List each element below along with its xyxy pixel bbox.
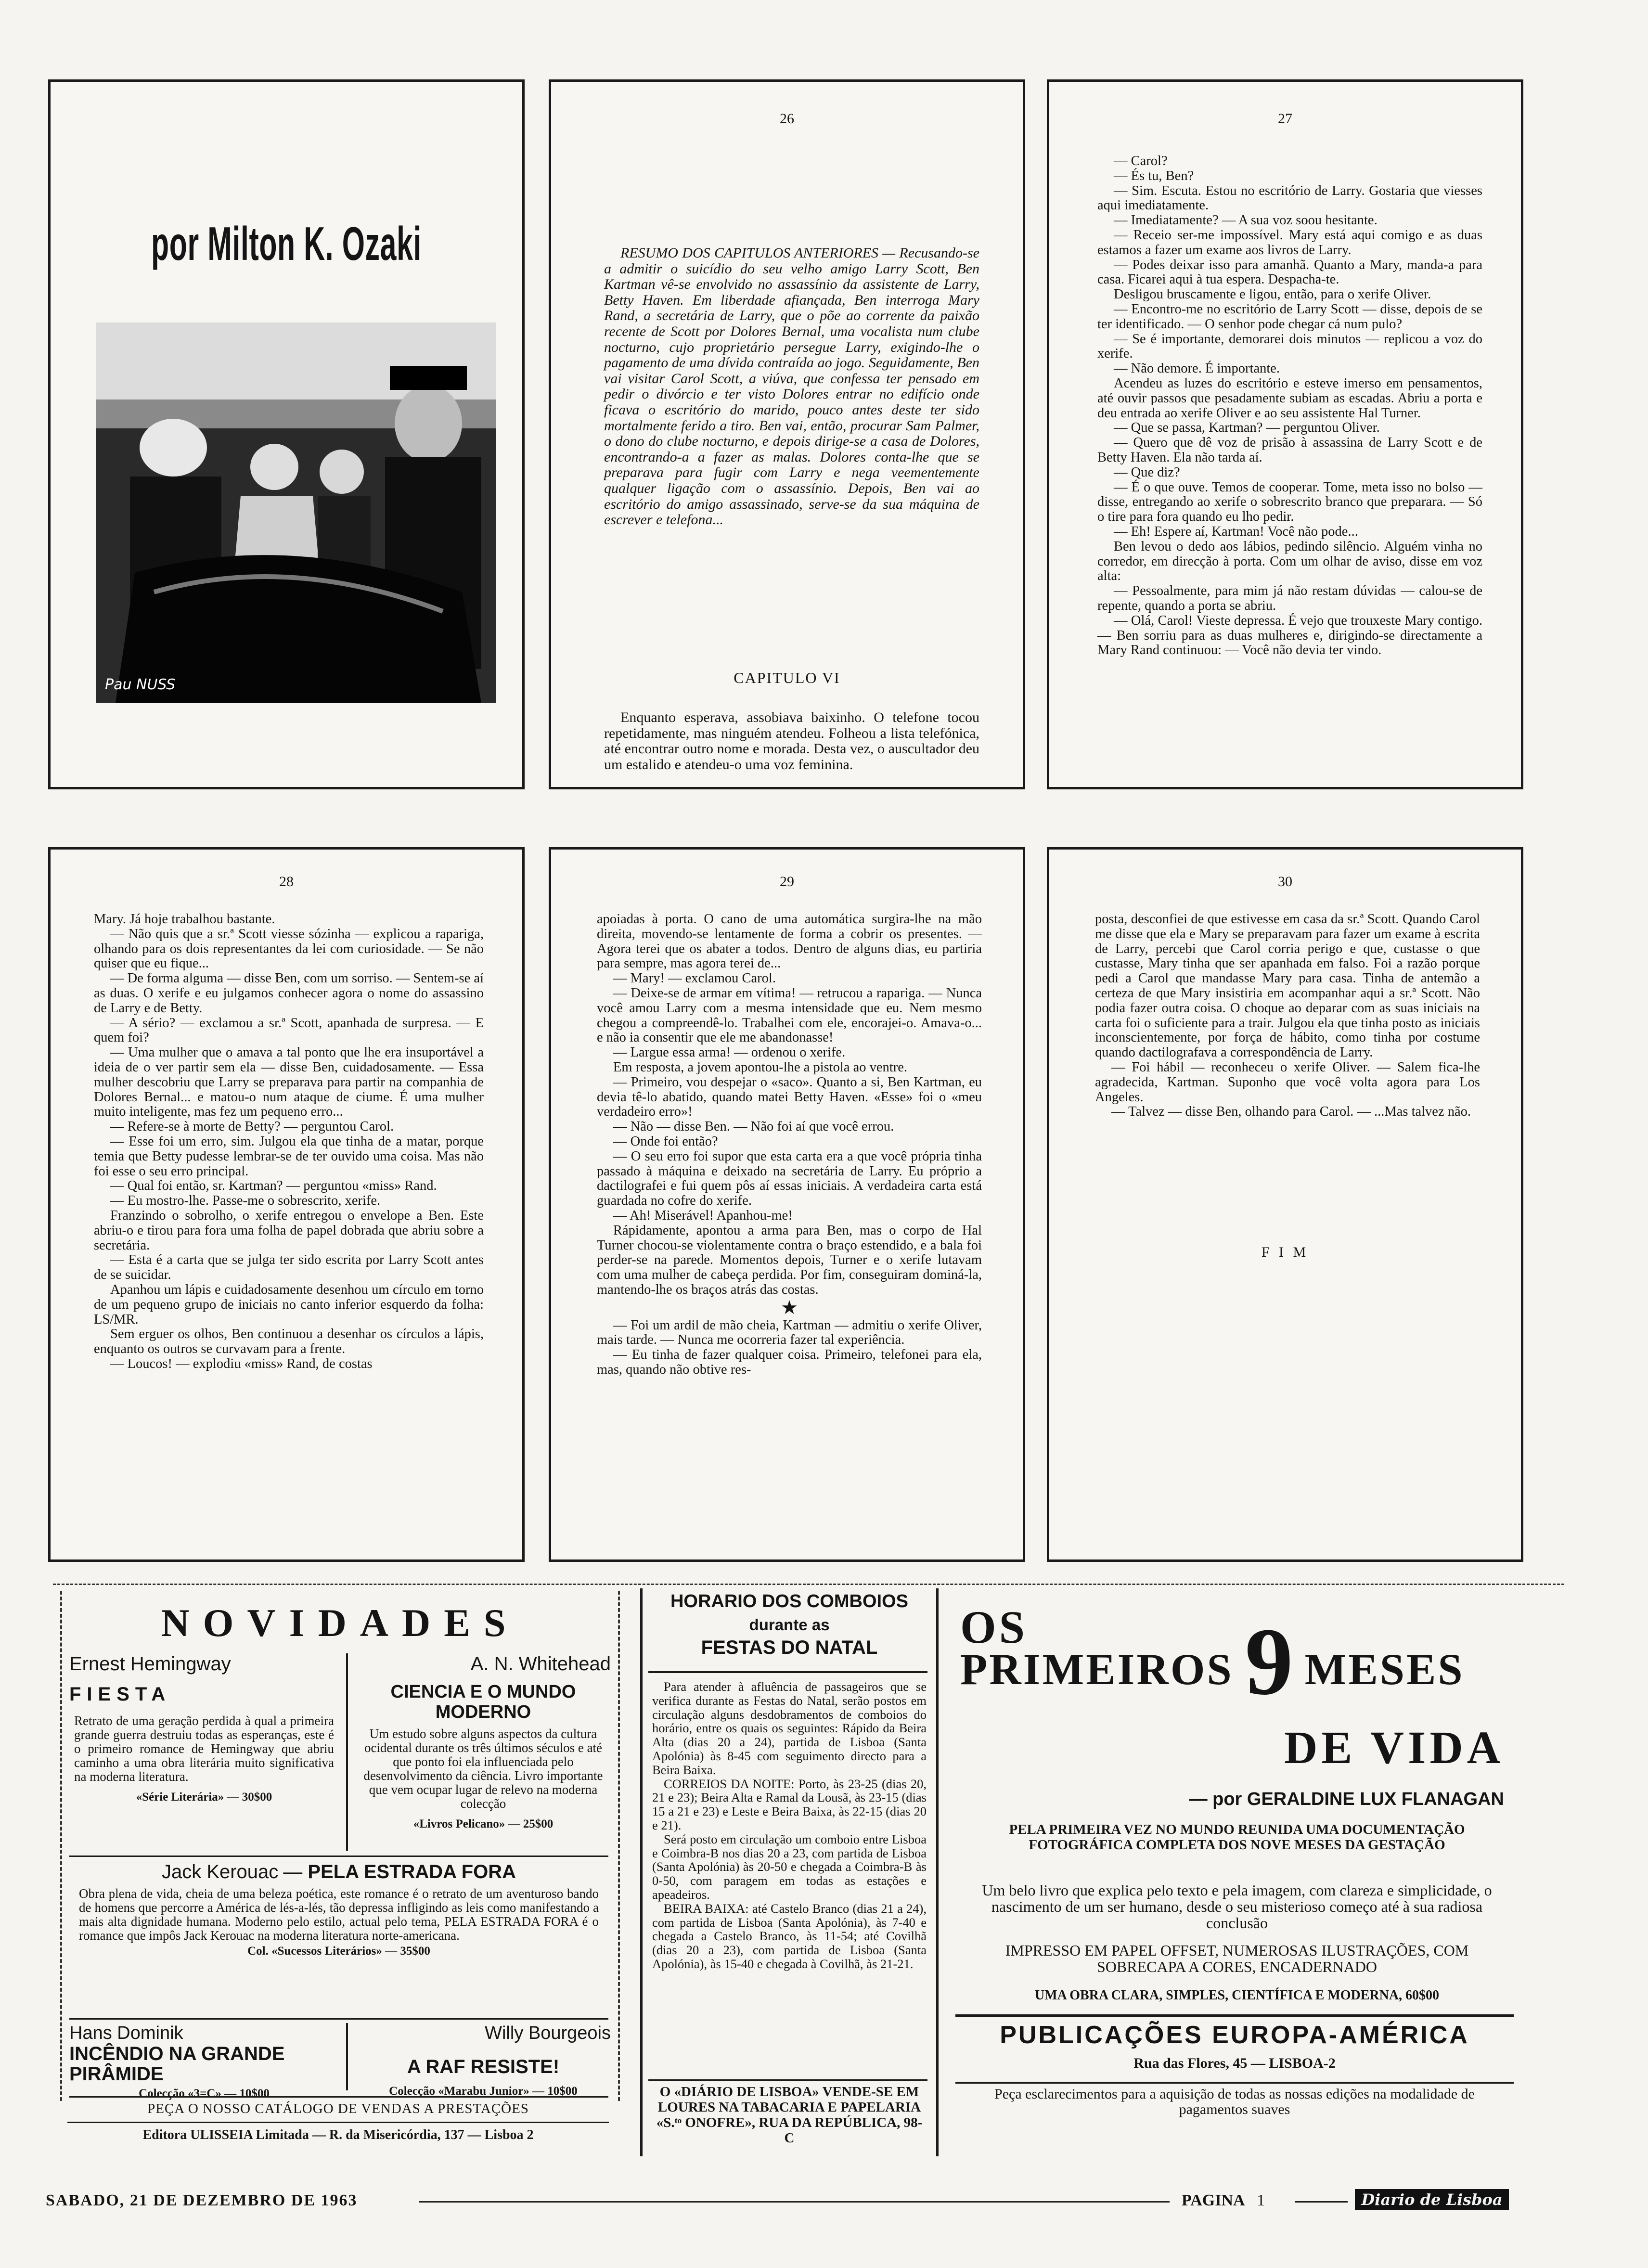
primeiros-byline: — por GERALDINE LUX FLANAGAN <box>1189 1789 1504 1809</box>
book-description: Um estudo sobre alguns aspectos da cultura ocidental durante os três últimos séculos e até que ponto foi ela influenciada pelo desenvolvimento da ciência. Livro importante que vem ocupar lugar de relevo na moderna colecção <box>363 1727 603 1811</box>
story-text <box>1095 912 1480 1120</box>
chapter-opening <box>604 710 979 773</box>
section-rule <box>69 2018 608 2020</box>
book-title: A RAF RESISTE! <box>407 2056 560 2077</box>
book-author: Jack Kerouac <box>161 1861 279 1882</box>
primeiros-price: UMA OBRA CLARA, SIMPLES, CIENTÍFICA E MODERNA, 60$00 <box>1034 1988 1440 2003</box>
story-page-28 <box>48 847 525 1562</box>
cover-illustration <box>96 322 496 703</box>
footer-pagina <box>1182 2191 1265 2210</box>
paragraph: — Quero que dê voz de prisão à assassina de Larry Scott e de Betty Haven. Ela não tarda aí. <box>1097 435 1482 465</box>
paragraph: Franzindo o sobrolho, o xerife entregou o envelope a Ben. Este abriu-o e tirou para fora uma folha de papel dobrada que abriu sobre a secretária. <box>94 1208 484 1253</box>
comboios-ad <box>640 1588 939 2156</box>
paragraph: — Refere-se à morte de Betty? — perguntou Carol. <box>110 1119 394 1134</box>
book-whitehead <box>356 1653 611 1851</box>
book-author: Willy Bourgeois <box>485 2023 611 2043</box>
art-signature: Pau NUSS <box>105 676 176 693</box>
primeiros-desc: Um belo livro que explica pelo texto e pela imagem, com clareza e simplicidade, o nascimento de um ser humano, desde o seu misterioso começo até à sua radiosa conclusão <box>982 1881 1492 1932</box>
primeiros-de-vida: DE VIDA <box>1284 1722 1504 1773</box>
story-page-29 <box>549 847 1025 1562</box>
diario-notice: O «DIÁRIO DE LISBOA» VENDE-SE EM LOURES NA TABACARIA E PAPELARIA «S.ᵗᵒ ONOFRE», RUA DA REPÚBLICA, 98-C <box>656 2084 923 2146</box>
section-rule <box>69 1856 608 1857</box>
primeiros-os: OS <box>960 1601 1028 1653</box>
book-author: Hans Dominik <box>69 2023 183 2043</box>
paragraph: Sem erguer os olhos, Ben continuou a desenhar os círculos a lápis, enquanto os outros se curvavam para a frente. <box>94 1327 484 1357</box>
paragraph: — Olá, Carol! Vieste depressa. É vejo que trouxeste Mary contigo. — Ben sorriu para as duas mulheres e, dirigindo-se directamente a Mary Rand continuou: — Você não devia ter vindo. <box>1097 613 1482 658</box>
heading-dash: — <box>283 1861 308 1882</box>
cover-panel <box>48 79 525 789</box>
paragraph: — Que se passa, Kartman? — perguntou Oliver. <box>1114 420 1380 436</box>
paragraph: — Esse foi um erro, sim. Julgou ela que tinha de a matar, porque temia que Betty pudesse lembrar-se de ter ouvido uma coisa. Mas não foi esse o seu erro principal. <box>94 1134 484 1179</box>
paragraph: — É o que ouve. Temos de cooperar. Tome, meta isso no bolso — disse, entregando ao xerife o sobrescrito branco que preparara. — Só o tire para fora quando eu lho pedir. <box>1097 479 1482 525</box>
paragraph: — Foi hábil — reconheceu o xerife Oliver. — Salem fica-lhe agradecida, Kartman. Suponho que você volta agora para Los Angeles. <box>1095 1059 1480 1105</box>
paragraph: — O seu erro foi supor que esta carta era a que você própria tinha passado à máquina e deixado na secretária de Larry. Eu próprio a dactilografei e fui quem pôs aí essas iniciais. A verdadeira carta está guardada no cofre do xerife. <box>597 1148 982 1209</box>
paragraph: — Se é importante, demorarei dois minutos — replicou a voz do xerife. <box>1097 331 1482 361</box>
primeiros-footer: Peça esclarecimentos para a aquisição de todas as nossas edições na modalidade de pagamentos suaves <box>994 2086 1475 2117</box>
chapter-summary <box>604 245 979 528</box>
ads-top-rule <box>53 1584 1564 1585</box>
section-star: ★ <box>781 1296 798 1318</box>
paragraph: — Não quis que a sr.ª Scott viesse sózinha — explicou a rapariga, olhando para os dois representantes da lei com curiosidade. — Se não quiser que eu fique... <box>94 926 484 971</box>
book-title: CIENCIA E O MUNDO MODERNO <box>390 1682 576 1722</box>
primeiros-meses: MESES <box>1304 1645 1465 1694</box>
primeiros-nine: 9 <box>1245 1609 1293 1715</box>
page-number: 28 <box>279 874 294 889</box>
primeiros-ad <box>955 1591 1519 2117</box>
section-rule <box>69 2096 608 2098</box>
story-text <box>597 912 982 1378</box>
section-rule <box>648 1671 927 1673</box>
primeiros-address: Rua das Flores, 45 — LISBOA-2 <box>1133 2055 1336 2071</box>
book-kerouac <box>69 1860 608 1958</box>
story-text <box>1097 154 1482 658</box>
footer-masthead: Diario de Lisboa <box>1355 2189 1509 2210</box>
book-title: FIESTA <box>69 1684 171 1705</box>
paragraph: — Imediatamente? — A sua voz soou hesitante. <box>1114 213 1378 228</box>
paragraph: — Ah! Miserável! Apanhou-me! <box>613 1208 793 1223</box>
paragraph: Acendeu as luzes do escritório e esteve imerso em pensamentos, até ouvir passos que pesadamente subiam as escadas. Abriu a porta e deu entrada ao xerife Oliver e ao seu assistente Hal Turner. <box>1097 375 1482 421</box>
chapter-heading: CAPITULO VI <box>734 669 840 686</box>
pagina-label: PAGINA <box>1182 2191 1244 2209</box>
summary-text: RESUMO DOS CAPITULOS ANTERIORES — Recusando-se a admitir o suicídio do seu velho amigo Larry Scott, Ben Kartman vê-se envolvido no assassínio da assistente de Larry, Betty Haven. Em liberdade afiançada, Ben interroga Mary Rand, a secretária de Larry, que o põe ao corrente da paixão recente de Scott por Dolores Bernal, uma vocalista num clube nocturno, cujo proprietário persegue Larry, exigindo-lhe o pagamento de uma dívida contraída ao jogo. Seguidamente, Ben vai visitar Carol Scott, a viúva, que confessa ter pensado em pedir o divórcio e ter visto Dolores entrar no edifício onde ficava o escritório do marido, pouco antes deste ter sido mortalmente ferido a tiro. Ben vai, então, procurar Sam Palmer, o dono do clube nocturno, e depois dirige-se a casa de Dolores, encontrando-a a fazer as malas. Dolores conta-lhe que se preparava para fugir com Larry e nega veementemente qualquer ligação com o assassínio. Depois, Ben vai ao escritório do amigo assassinado, serve-se da sua máquina de escrever e telefona... <box>604 245 979 528</box>
paragraph: — Receio ser-me impossível. Mary está aqui comigo e as duas estamos a fazer um exame aos livros de Larry. <box>1097 227 1482 258</box>
novidades-publisher: Editora ULISSEIA Limitada — R. da Misericórdia, 137 — Lisboa 2 <box>142 2127 534 2142</box>
paragraph: — Pessoalmente, para mim já não restam dúvidas — calou-se de repente, quando a porta se abriu. <box>1097 583 1482 613</box>
paragraph: — Largue essa arma! — ordenou o xerife. <box>613 1045 846 1060</box>
book-price: «Livros Pelicano» — 25$00 <box>413 1817 554 1830</box>
comboios-subtitle: durante as <box>749 1616 830 1634</box>
paragraph: — Talvez — disse Ben, olhando para Carol. — ...Mas talvez não. <box>1111 1104 1471 1120</box>
paragraph: — A sério? — exclamou a sr.ª Scott, apanhada de surpresa. — E quem foi? <box>94 1015 484 1045</box>
cover-author: por Milton K. Ozaki <box>151 217 422 270</box>
paragraph: Desligou bruscamente e ligou, então, para o xerife Oliver. <box>1114 287 1431 302</box>
section-rule <box>648 2079 927 2081</box>
book-description: Retrato de uma geração perdida à qual a primeira grande guerra destruiu todas as esperanças, este é o primeiro romance de Hemingway que abriu caminho a uma obra literária muito significativa na moderna literatura. <box>74 1714 334 1784</box>
paragraph: — Uma mulher que o amava a tal ponto que lhe era insuportável a ideia de o ver partir sem ela — disse Ben, cuidadosamente. — Essa mulher descobriu que Larry se preparava para partir na companhia de Dolores Bernal... e matou-o num ataque de ciume. É uma mulher muito inteligente, mas fez um pequeno erro... <box>94 1045 484 1120</box>
page-number: 26 <box>780 111 794 127</box>
book-price: Colecção «Marabu Junior» — 10$00 <box>389 2085 578 2098</box>
page-number: 30 <box>1278 874 1292 889</box>
story-page-27 <box>1047 79 1523 789</box>
book-title: INCÊNDIO NA GRANDE PIRÂMIDE <box>69 2043 285 2085</box>
primeiros-print: IMPRESSO EM PAPEL OFFSET, NUMEROSAS ILUSTRAÇÕES, COM SOBRECAPA A CORES, ENCADERNADO <box>1005 1942 1469 1975</box>
paragraph: — Eu tinha de fazer qualquer coisa. Primeiro, telefonei para ela, mas, quando não obtive res- <box>597 1347 982 1377</box>
opening-text: Enquanto esperava, assobiava baixinho. O telefone tocou repetidamente, mas ninguém atendeu. Folheou a lista telefónica, até encontrar outro nome e morada. Desta vez, o auscultador deu um estalido e atendeu-o uma voz feminina. <box>604 709 979 773</box>
book-description: Obra plena de vida, cheia de uma beleza poética, este romance é o retrato de um aventuroso bando de homens que percorre a América de lés-a-lés, tão depressa infligindo as leis como manifestando a mais alta dignidade humana. Moderno pelo estilo, actual pelo tema, PELA ESTRADA FORA é o romance que impôs Jack Kerouac na moderna literatura norte-americana. <box>79 1886 599 1943</box>
comboios-paragraph: CORREIOS DA NOITE: Porto, às 23-25 (dias 20, 21 e 23); Beira Alta e Ramal da Lousã, às 23-15 (dias 15 a 21 e 23) e Leste e Beira Baixa, às 22-15 (dias 20 e 21). <box>652 1776 927 1832</box>
paragraph: — Eh! Espere aí, Kartman! Você não pode... <box>1114 524 1358 539</box>
primeiros-headline: PELA PRIMEIRA VEZ NO MUNDO REUNIDA UMA DOCUMENTAÇÃO FOTOGRÁFICA COMPLETA DOS NOVE MESES DA GESTAÇÃO <box>1009 1822 1465 1853</box>
paragraph: — Encontro-me no escritório de Larry Scott — disse, depois de se ter identificado. — O senhor pode chegar cá num pulo? <box>1097 301 1482 332</box>
paragraph: Ben levou o dedo aos lábios, pedindo silêncio. Alguém vinha no corredor, em direcção à porta. Com um olhar de aviso, disse em voz alta: <box>1097 539 1482 584</box>
comboios-title: HORARIO DOS COMBOIOS <box>670 1591 909 1611</box>
paragraph: Rápidamente, apontou a arma para Ben, mas o corpo de Hal Turner chocou-se violentamente contra o braço estendido, e a bala foi perder-se na parede. Momentos depois, Turner e o xerife lutavam com uma mulher de cabeça perdida. Por fim, conseguiram dominá-la, mantendo-lhe os braços atrás das costas. <box>597 1223 982 1297</box>
paragraph: Mary. Já hoje trabalhou bastante. <box>94 912 275 927</box>
story-page-30 <box>1047 847 1523 1562</box>
book-heading <box>69 1860 608 1883</box>
footer-rule <box>419 2201 1170 2203</box>
section-rule <box>955 2082 1514 2084</box>
novidades-title: NOVIDADES <box>161 1601 519 1645</box>
paragraph: — És tu, Ben? <box>1114 168 1194 183</box>
paragraph: — Sim. Escuta. Estou no escritório de Larry. Gostaria que viesses aqui imediatamente. <box>1097 183 1482 213</box>
book-divider <box>346 1653 348 1851</box>
section-rule <box>67 2122 609 2123</box>
book-divider <box>346 2023 348 2090</box>
page-number: 29 <box>780 874 794 889</box>
book-price: Col. «Sucessos Literários» — 35$00 <box>247 1945 430 1958</box>
primeiros-publisher: PUBLICAÇÕES EUROPA-AMÉRICA <box>1000 2021 1469 2049</box>
footer-rule-2 <box>1295 2201 1348 2203</box>
comboios-paragraph: BEIRA BAIXA: até Castelo Branco (dias 21 a 24), com partida de Lisboa (Santa Apolónia), às 7-40 e chegada a Castelo Branco, às 11-54; até Covilhã (dias 20 a 23), com partida de Lisboa (Santa Apolónia), às 15-40 e chegada à Covilhã, às 21-21. <box>652 1901 927 1971</box>
book-author: A. N. Whitehead <box>470 1653 611 1675</box>
book-price: «Série Literária» — 30$00 <box>136 1791 272 1804</box>
paragraph: apoiadas à porta. O cano de uma automática surgira-lhe na mão direita, movendo-se lentamente de forma a cobrir os presentes. — Agora terei que os abater a todos. Dentro de alguns dias, eu partiria para sempre, mas agora terei de... <box>597 912 982 971</box>
section-rule <box>955 2014 1514 2017</box>
paragraph: — Eu mostro-lhe. Passe-me o sobrescrito, xerife. <box>110 1193 381 1209</box>
footer-date: SABADO, 21 DE DEZEMBRO DE 1963 <box>46 2191 358 2209</box>
paragraph: — Mary! — exclamou Carol. <box>613 971 776 986</box>
primeiros-title-line <box>960 1609 1514 1715</box>
story-end: F I M <box>1261 1244 1309 1260</box>
paragraph: — Não — disse Ben. — Não foi aí que você errou. <box>613 1119 894 1134</box>
paragraph: posta, desconfiei de que estivesse em casa da sr.ª Scott. Quando Carol me disse que ela e Mary se preparavam para fazer um exame à escrita de Larry, percebi que Carol corria perigo e que, custasse o que custasse, Mary tinha que ser apanhada em falso. Foi a razão porque pedi a Carol que mandasse Mary para casa. Tinha de antemão a certeza de que Mary insistiria em acompanhar aqui a sr.ª Scott. Não podia fazer outra coisa. O choque ao deparar com as suas iniciais na carta foi o suficiente para a trair. Julgou ela que tinha posto as iniciais inconscientemente, por força de hábito, como tinha por costume quando dactilografava a correspondência de Larry. <box>1095 912 1480 1060</box>
story-text <box>94 912 484 1372</box>
paragraph: — De forma alguma — disse Ben, com um sorriso. — Sentem-se aí as duas. O xerife e eu julgamos conhecer agora o nome do assassino de Larry e de Betty. <box>94 971 484 1016</box>
comboios-festas: FESTAS DO NATAL <box>701 1637 878 1658</box>
paragraph: — Deixe-se de armar em vítima! — retrucou a rapariga. — Nunca você amou Larry com a mesma intensidade que eu. Nem mesmo chegou a compreendê-lo. Trabalhei com ele, encorajei-o. Amava-o... e não ia consentir que ele me abandonasse! <box>597 985 982 1045</box>
paragraph: — Não demore. É importante. <box>1114 361 1280 376</box>
book-author: Ernest Hemingway <box>69 1653 231 1675</box>
primeiros-word: PRIMEIROS <box>960 1645 1234 1694</box>
page-number: 27 <box>1278 111 1292 127</box>
paragraph: — Carol? <box>1114 154 1168 168</box>
book-title: PELA ESTRADA FORA <box>308 1861 516 1882</box>
paragraph: Em resposta, a jovem apontou-lhe a pistola ao ventre. <box>613 1059 907 1075</box>
comboios-paragraph: Para atender à afluência de passageiros que se verifica durante as Festas do Natal, serão postos em circulação alguns desdobramentos de comboios do horário, entre os quais os seguintes: Rápido da Beira Alta (dias 20 a 24), partida de Lisboa (Santa Apolónia) às 8-45 com seguimento directo para a Beira Baixa. <box>652 1679 927 1777</box>
book-price: Colecção «3=C» — 10$00 <box>139 2087 270 2100</box>
paragraph: — Loucos! — explodiu «miss» Rand, de costas <box>110 1356 373 1371</box>
paragraph: — Esta é a carta que se julga ter sido escrita por Larry Scott antes de se suicidar. <box>94 1252 484 1283</box>
story-page-26 <box>549 79 1025 789</box>
paragraph: — Podes deixar isso para amanhã. Quanto a Mary, manda-a para casa. Ficarei aqui à tua espera. Despacha-te. <box>1097 257 1482 287</box>
paragraph: — Foi um ardil de mão cheia, Kartman — admitiu o xerife Oliver, mais tarde. — Nunca me ocorreria fazer tal experiência. <box>597 1317 982 1348</box>
catalog-line: PEÇA O NOSSO CATÁLOGO DE VENDAS A PRESTAÇÕES <box>147 2101 529 2116</box>
noir-scene-image <box>96 322 496 703</box>
comboios-paragraph: Será posto em circulação um comboio entre Lisboa e Coimbra-B nos dias 20 a 23, com partida de Lisboa (Santa Apolónia) às 20-50 e chegada a Coimbra-B às 0-50, com paragem em todas as estações e apeadeiros. <box>652 1831 927 1902</box>
book-hemingway <box>69 1653 339 1851</box>
comboios-body <box>652 1680 927 1971</box>
paragraph: Apanhou um lápis e cuidadosamente desenhou um círculo em torno de um pequeno grupo de iniciais no canto inferior esquerdo da folha: LS/MR. <box>94 1282 484 1327</box>
paragraph: — Qual foi então, sr. Kartman? — perguntou «miss» Rand. <box>110 1178 437 1194</box>
paragraph: — Que diz? <box>1114 464 1180 480</box>
pagina-number: 1 <box>1257 2191 1265 2209</box>
book-dominik <box>69 2023 339 2100</box>
paragraph: — Primeiro, vou despejar o «saco». Quanto a si, Ben Kartman, eu devia tê-lo abatido, quando matei Betty Haven. «Esse» foi o «meu verdadeiro erro»! <box>597 1074 982 1120</box>
book-bourgeois <box>356 2023 611 2098</box>
novidades-ad <box>60 1591 620 2101</box>
paragraph: — Onde foi então? <box>613 1134 718 1149</box>
